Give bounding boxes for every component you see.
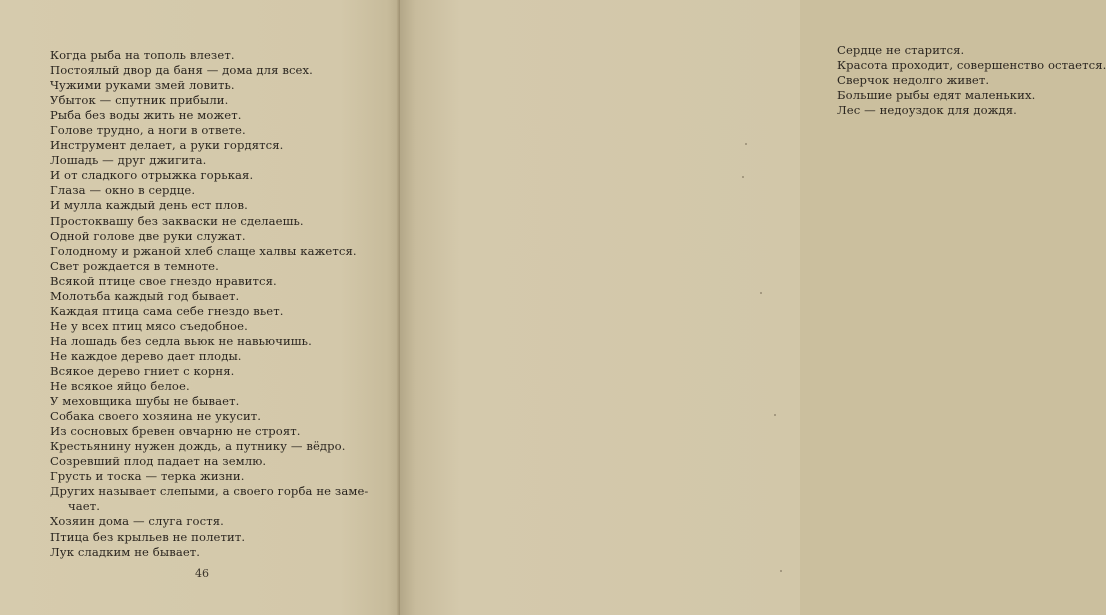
left-page [0,0,400,615]
proverb-line: Крестьянину нужен дождь, а путнику — вёдро. [50,439,346,454]
proverb-line: Инструмент делает, а руки гордятся. [50,138,284,153]
proverb-line: Постоялый двор да баня — дома для всех. [50,63,313,78]
proverb-line: Красота проходит, совершенство остается. [837,58,1106,73]
proverb-line: Птица без крыльев не полетит. [50,529,246,544]
proverb-line: Убыток — спутник прибыли. [50,93,229,108]
proverb-line: Молотьба каждый год бывает. [50,288,240,303]
proverb-line: Одной голове две руки служат. [50,228,246,243]
proverb-line: Большие рыбы едят маленьких. [837,88,1036,103]
proverb-line: Чужими руками змей ловить. [50,78,235,93]
page-number: 46 [195,567,209,580]
left-page-proverbs [50,48,368,560]
right-page [400,0,1106,615]
paper-speck [780,570,782,572]
proverb-line: Когда рыба на тополь влезет. [50,48,235,62]
proverb-line: Свет рождается в темноте. [50,258,219,273]
proverb-line: И от сладкого отрыжка горькая. [50,168,254,183]
proverb-line: Голове трудно, а ноги в ответе. [50,123,246,138]
proverb-line: Голодному и ржаной хлеб слаще халвы кажется. [50,243,357,258]
proverb-line: Каждая птица сама себе гнездо вьет. [50,303,284,318]
proverb-line: Сверчок недолго живет. [837,73,990,88]
proverb-line: На лошадь без седла вьюк не навьючишь. [50,333,312,348]
proverb-line: Грусть и тоска — терка жизни. [50,469,245,484]
proverb-line: Из сосновых бревен овчарню не строят. [50,424,301,439]
proverb-line: Простоквашу без закваски не сделаешь. [50,213,304,228]
proverb-line: Лес — недоуздок для дождя. [837,103,1017,118]
proverb-line: Рыба без воды жить не может. [50,108,242,123]
proverb-line: У меховщика шубы не бывает. [50,394,240,409]
proverb-line: Лошадь — друг джигита. [50,153,207,168]
proverb-line: И мулла каждый день ест плов. [50,198,248,213]
proverb-line: Других называет слепыми, а своего горба не заме- [50,484,369,499]
paper-speck [745,143,747,145]
proverb-line: Собака своего хозяина не укусит. [50,409,262,424]
proverb-line: Всякой птице свое гнездо нравится. [50,273,277,288]
right-page-proverbs [837,43,1106,118]
proverb-line: Глаза — окно в сердце. [50,183,196,198]
proverb-line: Хозяин дома — слуга гостя. [50,514,224,529]
proverb-line: чает. [68,499,101,514]
proverb-line: Всякое дерево гниет с корня. [50,363,235,378]
proverb-line: Не всякое яйцо белое. [50,379,190,394]
proverb-line: Созревший плод падает на землю. [50,454,267,469]
proverb-line: Не у всех птиц мясо съедобное. [50,318,248,333]
paper-speck [774,414,776,416]
paper-speck [742,176,744,178]
proverb-line: Сердце не старится. [837,43,965,57]
paper-speck [760,292,762,294]
proverb-line: Не каждое дерево дает плоды. [50,348,242,363]
proverb-line: Лук сладким не бывает. [50,544,201,559]
